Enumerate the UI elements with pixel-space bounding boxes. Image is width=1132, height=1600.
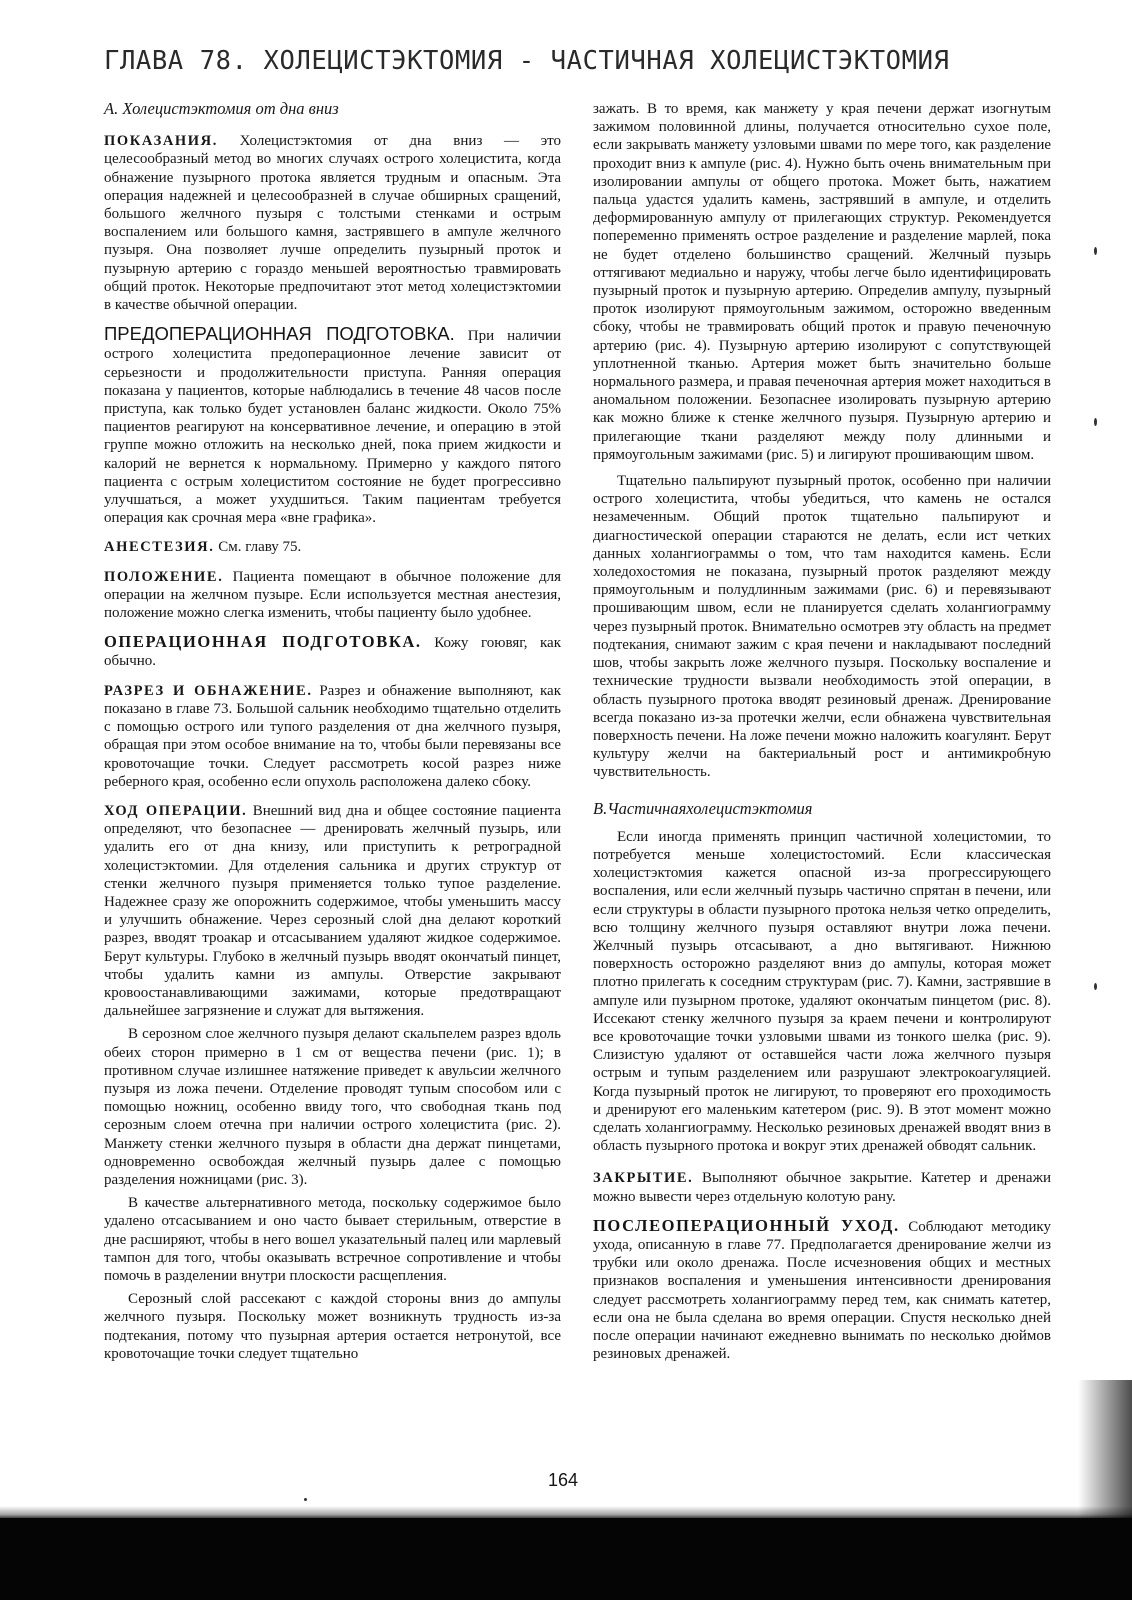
page-number: 164 (548, 1470, 579, 1490)
section-postop (593, 1217, 1051, 1364)
scan-speck (1094, 418, 1097, 426)
text-position: Пациента помещают в обычное положение для операции на желчном пузыре. Если используется местная анестезия, положение можно слегка изменить, чтобы пациенту было удобнее. (104, 568, 561, 622)
paragraph-alternative: В качестве альтернативного метода, поскольку содержимое было удалено отсасыванием и оно часто бывает стерильным, отверстие в дне расширяют, чтобы в него вошел указательный палец или марлевый тампон для того, чтобы оказывать встречное сопротивление и чтобы помочь в разделении внутри плоскости расщепления. (104, 1195, 561, 1284)
section-indications (104, 132, 561, 314)
heading-closure: ЗАКРЫТИЕ. (593, 1170, 694, 1187)
heading-op-prep: ОПЕРАЦИОННАЯ ПОДГОТОВКА. (104, 632, 422, 652)
text-postop: Соблюдают методику ухода, описанную в главе 77. Предполагается дренирование желчи из трубки или около дренажа. После исчезновения общих и местных признаков воспаления и уменьшения интенсивности дренирования следует рассмотреть холангиограмму перед тем, как снимать катетер, если она не была сделана во время операции. Спустя несколько дней после операции начинают ежедневно вынимать по несколько дюймов резиновых дренажей. (593, 1218, 1052, 1363)
scan-speck (304, 1498, 307, 1501)
left-column (104, 100, 561, 1368)
paragraph-clamp: зажать. В то время, как манжету у края печени держат изогнутым зажимом половинной длины, получается относительно сухое поле, если закрывать манжету узловыми швами по мере того, как разделение проходит вниз к ампуле (рис. 4). Нужно быть очень внимательным при изолировании ампулы от общего протока. Может быть, нажатием пальца удастся удалить камень, застрявший в ампуле, и отделить деформированную ампулу от прилегающих структур. Рекомендуется попеременно применять острое разделение и разделение марлей, пока не будет отделено большинство сращений. Желчный пузырь оттягивают медиально и наружу, чтобы легче было идентифицировать пузырный проток и пузырную артерию. Определив ампулу, пузырный проток изолируют прямоугольным зажимом, осторожно введенным сбоку, чтобы не травмировать общий проток и правую печеночную артерию (рис. 4). Пузырную артерию изолируют с сопутствующей уплотненной тканью. Артерия может быть значительно больше нормального размера, и правая печеночная артерия может находиться в аномальном положении. Безопаснее изолировать пузырную артерию как можно ближе к стенке желчного пузыря. Пузырную артерию и прилегающие ткани разделяют между полу длинными и прямоугольным зажимами (рис. 5) и лигируют прошивающим швом. (593, 101, 1051, 463)
paragraph-serosa-cut: Серозный слой рассекают с каждой стороны вниз до ампулы желчного пузыря. Поскольку может возникнуть трудность из-за подтекания, потому что пузырная артерия остается нетронутой, все кровоточащие точки следует тщательно (104, 1291, 561, 1362)
text-anesthesia: См. главу 75. (218, 539, 302, 556)
scan-edge-shadow (1078, 1380, 1132, 1520)
scan-speck (1094, 983, 1097, 990)
text-preop: При наличии острого холецистита предоперационное лечение зависит от серьезности и продолжительности приступа. Ранняя операция показана у пациентов, которые наблюдались в течение 48 часов после приступа, как только будет установлен баланс жидкости. Около 75% пациентов реагируют на консервативное лечение, и операцию в этой группе можно отложить на несколько дней, пока прием жидкости и калорий не вернется к нормальному. Примерно у каждого пятого пациента с острым холециститом состояние не будет прогрессивно улучшаться, а может ухудшиться. Таким пациентам требуется операция как срочная мера «вне графика». (104, 328, 561, 527)
heading-postop: ПОСЛЕОПЕРАЦИОННЫЙ УХОД. (593, 1215, 900, 1235)
section-preop (104, 325, 561, 527)
text-incision: Разрез и обнажение выполняют, как показано в главе 73. Большой сальник необходимо тщательно отделить с помощью острого или тупого разделения от дна желчного пузыря, обращая при этом особое внимание на то, чтобы были перевязаны все кровоточащие точки. Следует рассмотреть косой разрез ниже реберного края, особенно если опухоль расположена далеко сбоку. (104, 682, 562, 790)
paragraph-partial: Если иногда применять принцип частичной холецистомии, то потребуется меньше холецистостомий. Если классическая холецистэктомия кажется опасной из-за прогрессирующего воспаления, или если желчный пузырь частично спрятан в печени, или если структуры в области пузырного протока нельзя четко определить, всю толщину желчного пузыря оставляют внутри ложа печени. Желчный пузырь отсасывают, а дно вытягивают. Нижнюю поверхность осторожно разделяют вниз до ампулы, которая может плотно прилегать к соседним структурам (рис. 7). Камни, застрявшие в ампуле или пузырном протоке, удаляют окончатым пинцетом (рис. 8). Иссекают стенку желчного пузыря за краем печени и контролируют все кровоточащие точки узловыми швами из тонкого шелка (рис. 9). Слизистую удаляют от оставшейся части ложа желчного пузыря острым и тупым разделением или разрушают электрокоагуляцией. Когда пузырный проток не лигируют, то проверяют его проходимость и дренируют его маленьким катетером (рис. 9). В этот момент можно сделать холангиограмму. Несколько резиновых дренажей вводят вниз в область пузырного протока и вокруг этих дренажей обводят сальник. (593, 828, 1051, 1155)
heading-incision: РАЗРЕЗ И ОБНАЖЕНИЕ. (104, 682, 313, 699)
scan-speck (1094, 247, 1097, 255)
heading-preop: ПРЕДОПЕРАЦИОННАЯ ПОДГОТОВКА. (104, 323, 455, 345)
section-title-b: В.Частичнаяхолецистэктомия (593, 798, 813, 818)
chapter-header: ГЛАВА 78. ХОЛЕЦИСТЭКТОМИЯ - ЧАСТИЧНАЯ ХОЛЕЦИСТЭКТОМИЯ (104, 46, 950, 76)
section-closure (593, 1169, 1051, 1205)
text-indications: Холецистэктомия от дна вниз — это целесообразный метод во многих случаях острого холецистита, когда обнажение пузырного протока является трудным и опасным. Эта операция надежней и целесообразней в случае обширных сращений, большого желчного пузыря с толстыми стенками и острым воспалением или большого камня, застрявшего в ампуле желчного пузыря. Она позволяет лучше определить пузырный проток и пузырную артерию с гораздо меньшей вероятностью травмировать общий проток. Некоторые предпочитают этот метод холецистэктомии в качестве обычной операции. (104, 133, 561, 314)
section-title-a: А. Холецистэктомия от дна вниз (104, 99, 339, 118)
section-incision (104, 682, 561, 791)
paragraph-palpation: Тщательно пальпируют пузырный проток, особенно при наличии острого холецистита, чтобы убедиться, что камень не остался незамеченным. Общий проток тщательно пальпируют и диагностической операции стараются не делать, если ист четких данных холангиограммы о том, что там находится камень. Если холедохостомия не показана, пузырный проток разделяют между прямоугольным и полудлинным зажимами (рис. 6) и перевязывают прошивающим швом, если не планируется сделать холангиограмму через пузырный проток. Внимательно осмотрев эту область на предмет подтекания, снимают зажим с края печени и накладывают последний шов, чтобы закрыть ложе желчного пузыря. Поскольку воспаление и технические трудности вызвали необходимость этой операции, в область пузырного протока вводят резиновый дренаж. Дренирование всегда показано из-за протечки желчи, если обнажена чувствительная поверхность печени. На ложе печени можно наложить коагулянт. Берут культуру желчи на бактериальный рост и антимикробную чувствительность. (593, 473, 1051, 781)
scan-bottom-border (0, 1518, 1132, 1600)
right-column (593, 100, 1051, 1374)
section-anesthesia (104, 538, 561, 556)
heading-position: ПОЛОЖЕНИЕ. (104, 568, 224, 585)
heading-course: ХОД ОПЕРАЦИИ. (104, 802, 248, 819)
heading-indications: ПОКАЗАНИЯ. (104, 133, 218, 150)
text-closure: Выполняют обычное закрытие. Катетер и дренажи можно вывести через отдельную колотую рану. (593, 1170, 1051, 1205)
section-course (104, 802, 561, 1020)
text-course: Внешний вид дна и общее состояние пациента определяют, что безопаснее — дренировать желчный пузырь, или удалить его от дна книзу, или приступить к ретроградной холецистэктомии. Для отделения сальника и других структур от стенки желчного пузыря применяется только тупое разделение. Надежнее сразу же опорожнить содержимое, чтобы уменьшить массу и улучшить обнажение. Через серозный слой дна делают короткий разрез, вводят троакар и отсасыванием удаляют жидкое содержимое. Берут культуры. Глубоко в желчный пузырь вводят окончатый пинцет, чтобы удалить камни из ампулы. Отверстие закрывают кровоостанавливающими зажимами, которые предотвращают дальнейшее загрязнение и служат для вытяжения. (104, 802, 561, 1020)
text-op-prep: Кожу гоювяг, как обычно. (104, 635, 562, 670)
heading-anesthesia: АНЕСТЕЗИЯ. (104, 539, 215, 556)
section-op-prep (104, 633, 561, 670)
section-position (104, 568, 561, 623)
paragraph-serosa: В серозном слое желчного пузыря делают скальпелем разрез вдоль обеих сторон примерно в 1 см от вещества печени (рис. 1); в противном случае излишнее натяжение приведет к авульсии желчного пузыря из ложа печени. Отделение проводят тупым способом или с помощью ножниц, особенно ввиду того, что свободная ткань под серозным слоем отечна при наличии острого холецистита (рис. 2). Манжету стенки желчного пузыря в области дна держат пинцетами, одновременно освобождая желчный пузырь далее с помощью разделения ножницами (рис. 3). (104, 1026, 561, 1188)
